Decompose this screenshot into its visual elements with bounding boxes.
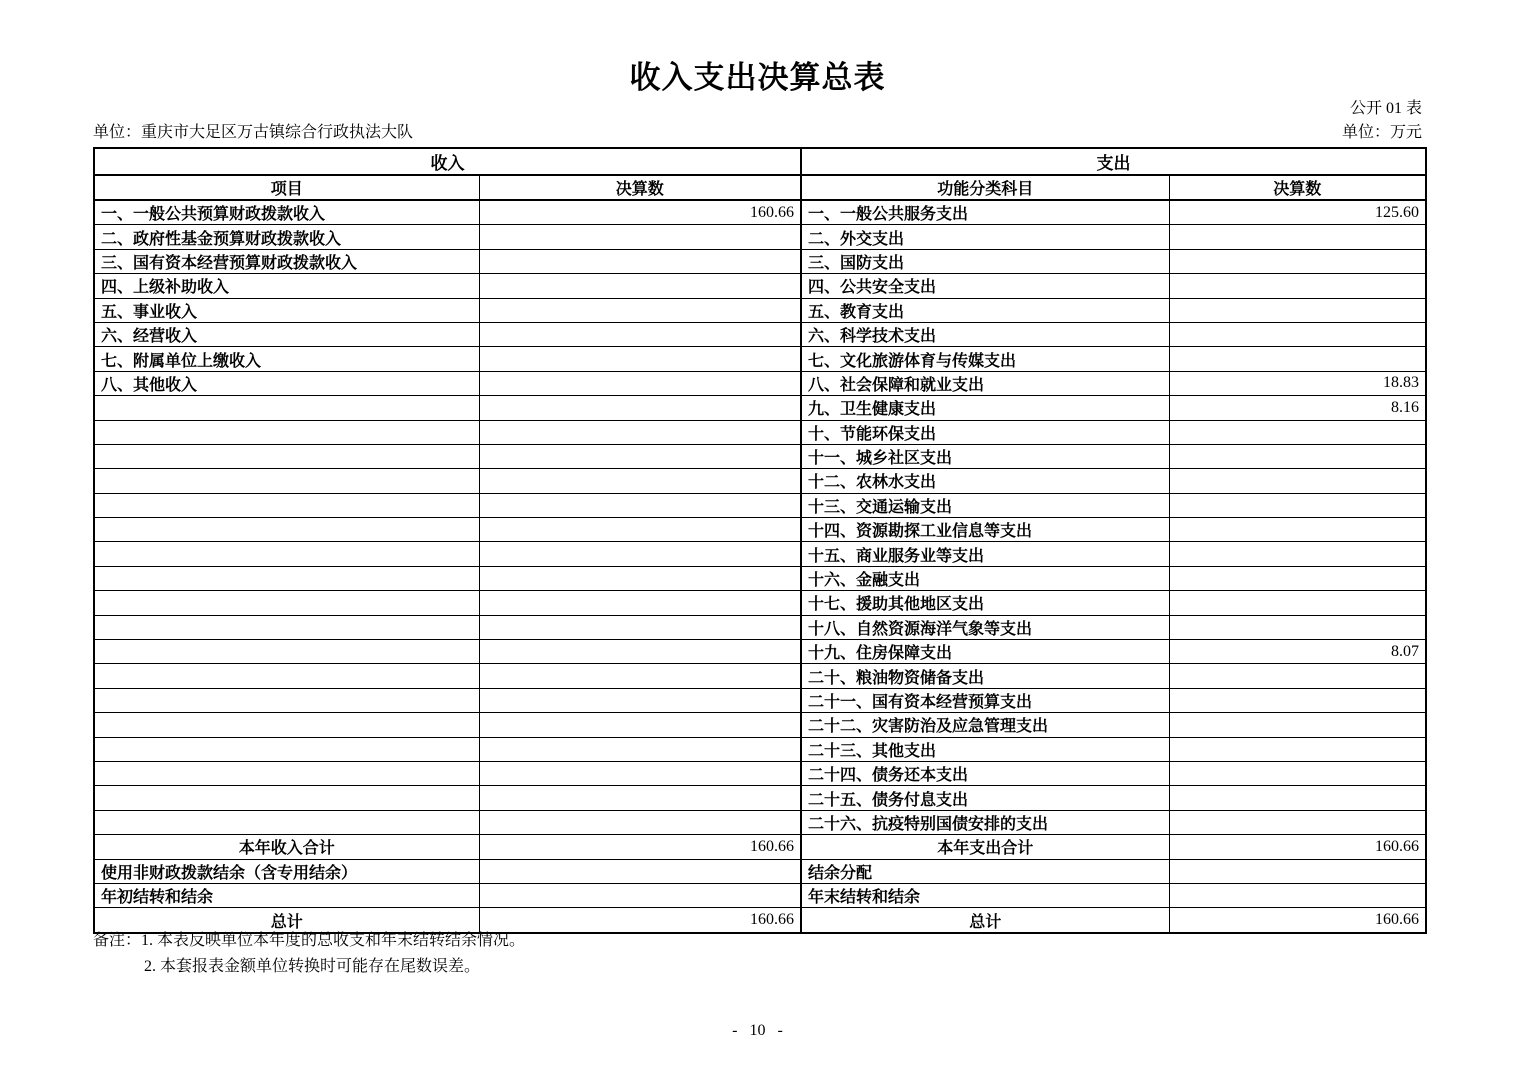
expense-item-cell: 十九、住房保障支出 <box>801 640 1169 664</box>
expense-amount-cell <box>1169 566 1426 590</box>
unit-name: 单位：重庆市大足区万古镇综合行政执法大队 <box>93 124 414 141</box>
expense-amount-cell <box>1169 420 1426 444</box>
income-item-cell <box>94 786 479 810</box>
income-amount-cell <box>479 688 801 712</box>
note-text-1: 1. 本表反映单位本年度的总收支和年末结转结余情况。 <box>141 932 526 949</box>
expense-item-cell: 十八、自然资源海洋气象等支出 <box>801 615 1169 639</box>
section-header-row <box>94 148 1426 175</box>
income-item-cell <box>94 737 479 761</box>
table-row <box>94 396 1426 420</box>
income-amount-cell <box>479 737 801 761</box>
income-item-cell <box>94 420 479 444</box>
expense-item-cell: 八、社会保障和就业支出 <box>801 371 1169 395</box>
expense-amount-cell <box>1169 518 1426 542</box>
function-column-header: 功能分类科目 <box>801 175 1169 200</box>
table-row <box>94 518 1426 542</box>
expense-item-cell: 二十四、债务还本支出 <box>801 761 1169 785</box>
income-item-cell <box>94 469 479 493</box>
income-amount-cell <box>479 591 801 615</box>
table-row <box>94 444 1426 468</box>
amount2-column-header: 决算数 <box>1169 175 1426 200</box>
expense-amount-cell <box>1169 713 1426 737</box>
expense-amount-cell <box>1169 298 1426 322</box>
income-item-cell <box>94 664 479 688</box>
income-item-cell: 三、国有资本经营预算财政拨款收入 <box>94 249 479 273</box>
income-item-cell <box>94 518 479 542</box>
expense-item-cell: 十三、交通运输支出 <box>801 493 1169 517</box>
expense-item-cell: 十六、金融支出 <box>801 566 1169 590</box>
income-item-cell <box>94 761 479 785</box>
table-row <box>94 786 1426 810</box>
expense-item-cell: 五、教育支出 <box>801 298 1169 322</box>
expense-amount-cell <box>1169 615 1426 639</box>
note-line-2 <box>93 954 525 980</box>
income-amount-cell <box>479 566 801 590</box>
income-amount-cell <box>479 883 801 907</box>
expense-amount-cell: 18.83 <box>1169 371 1426 395</box>
table-row <box>94 371 1426 395</box>
table-row <box>94 615 1426 639</box>
amount-column-header: 决算数 <box>479 175 801 200</box>
page-number: - 10 - <box>732 1022 783 1039</box>
budget-summary-table <box>93 147 1427 934</box>
expense-item-cell: 六、科学技术支出 <box>801 322 1169 346</box>
income-amount-cell <box>479 322 801 346</box>
expense-item-cell: 十一、城乡社区支出 <box>801 444 1169 468</box>
expense-amount-cell <box>1169 737 1426 761</box>
expense-amount-cell <box>1169 591 1426 615</box>
income-amount-cell <box>479 396 801 420</box>
expense-amount-cell <box>1169 883 1426 907</box>
income-amount-cell <box>479 761 801 785</box>
expense-amount-cell: 125.60 <box>1169 200 1426 225</box>
notes <box>93 928 525 980</box>
table-row <box>94 225 1426 249</box>
income-item-cell <box>94 713 479 737</box>
income-amount-cell <box>479 713 801 737</box>
expense-item-cell: 一、一般公共服务支出 <box>801 200 1169 225</box>
income-item-cell: 六、经营收入 <box>94 322 479 346</box>
income-item-cell: 本年收入合计 <box>94 835 479 859</box>
notes-label: 备注： <box>93 932 142 949</box>
income-amount-cell <box>479 225 801 249</box>
income-item-cell: 四、上级补助收入 <box>94 274 479 298</box>
expense-amount-cell <box>1169 688 1426 712</box>
expense-amount-cell: 160.66 <box>1169 908 1426 933</box>
expense-item-cell: 总计 <box>801 908 1169 933</box>
income-item-cell: 使用非财政拨款结余（含专用结余） <box>94 859 479 883</box>
expense-amount-cell <box>1169 347 1426 371</box>
expense-amount-cell <box>1169 786 1426 810</box>
table-row <box>94 322 1426 346</box>
income-section-header: 收入 <box>94 148 801 175</box>
income-item-cell <box>94 396 479 420</box>
income-amount-cell <box>479 274 801 298</box>
income-amount-cell <box>479 371 801 395</box>
expense-amount-cell <box>1169 542 1426 566</box>
table-row <box>94 200 1426 225</box>
income-item-cell <box>94 542 479 566</box>
expense-item-cell: 二、外交支出 <box>801 225 1169 249</box>
expense-item-cell: 十二、农林水支出 <box>801 469 1169 493</box>
expense-item-cell: 二十一、国有资本经营预算支出 <box>801 688 1169 712</box>
table-row <box>94 883 1426 907</box>
expense-amount-cell <box>1169 225 1426 249</box>
expense-item-cell: 二十六、抗疫特别国债安排的支出 <box>801 810 1169 834</box>
income-amount-cell <box>479 347 801 371</box>
income-item-cell <box>94 615 479 639</box>
expense-section-header: 支出 <box>801 148 1426 175</box>
expense-amount-cell <box>1169 761 1426 785</box>
income-item-cell: 二、政府性基金预算财政拨款收入 <box>94 225 479 249</box>
income-item-cell <box>94 591 479 615</box>
table-row <box>94 591 1426 615</box>
income-item-cell <box>94 688 479 712</box>
expense-item-cell: 九、卫生健康支出 <box>801 396 1169 420</box>
income-amount-cell <box>479 298 801 322</box>
income-amount-cell <box>479 859 801 883</box>
income-item-cell: 年初结转和结余 <box>94 883 479 907</box>
expense-amount-cell <box>1169 469 1426 493</box>
income-item-cell <box>94 566 479 590</box>
expense-item-cell: 结余分配 <box>801 859 1169 883</box>
expense-item-cell: 年末结转和结余 <box>801 883 1169 907</box>
expense-item-cell: 二十五、债务付息支出 <box>801 786 1169 810</box>
note-line-1 <box>93 928 525 954</box>
income-item-cell: 七、附属单位上缴收入 <box>94 347 479 371</box>
expense-amount-cell: 160.66 <box>1169 835 1426 859</box>
income-amount-cell <box>479 542 801 566</box>
expense-amount-cell: 8.16 <box>1169 396 1426 420</box>
expense-item-cell: 二十三、其他支出 <box>801 737 1169 761</box>
expense-item-cell: 本年支出合计 <box>801 835 1169 859</box>
table-row <box>94 664 1426 688</box>
expense-amount-cell <box>1169 249 1426 273</box>
expense-item-cell: 十五、商业服务业等支出 <box>801 542 1169 566</box>
table-row <box>94 298 1426 322</box>
table-row <box>94 347 1426 371</box>
note-text-2: 2. 本套报表金额单位转换时可能存在尾数误差。 <box>144 958 481 975</box>
expense-amount-cell <box>1169 664 1426 688</box>
income-amount-cell <box>479 420 801 444</box>
expense-item-cell: 十七、援助其他地区支出 <box>801 591 1169 615</box>
income-amount-cell <box>479 615 801 639</box>
expense-amount-cell <box>1169 322 1426 346</box>
income-amount-cell <box>479 518 801 542</box>
income-amount-cell <box>479 493 801 517</box>
table-row <box>94 835 1426 859</box>
income-item-cell: 五、事业收入 <box>94 298 479 322</box>
sheet-label: 公开 01 表 <box>1349 100 1422 117</box>
income-item-cell <box>94 493 479 517</box>
table-row <box>94 713 1426 737</box>
income-amount-cell <box>479 444 801 468</box>
expense-amount-cell <box>1169 444 1426 468</box>
income-item-cell <box>94 640 479 664</box>
expense-item-cell: 十四、资源勘探工业信息等支出 <box>801 518 1169 542</box>
income-item-cell: 八、其他收入 <box>94 371 479 395</box>
income-amount-cell <box>479 664 801 688</box>
income-item-cell: 一、一般公共预算财政拨款收入 <box>94 200 479 225</box>
expense-item-cell: 二十二、灾害防治及应急管理支出 <box>801 713 1169 737</box>
income-item-cell: 总计 <box>94 908 479 933</box>
expense-item-cell: 四、公共安全支出 <box>801 274 1169 298</box>
income-amount-cell <box>479 786 801 810</box>
table-row <box>94 542 1426 566</box>
income-amount-cell: 160.66 <box>479 835 801 859</box>
table-row <box>94 493 1426 517</box>
table-row <box>94 761 1426 785</box>
expense-amount-cell <box>1169 859 1426 883</box>
expense-amount-cell <box>1169 810 1426 834</box>
table-row <box>94 859 1426 883</box>
column-header-row <box>94 175 1426 200</box>
expense-amount-cell <box>1169 274 1426 298</box>
income-amount-cell: 160.66 <box>479 908 801 933</box>
income-amount-cell <box>479 640 801 664</box>
income-amount-cell <box>479 469 801 493</box>
expense-item-cell: 七、文化旅游体育与传媒支出 <box>801 347 1169 371</box>
table-row <box>94 469 1426 493</box>
income-amount-cell <box>479 810 801 834</box>
table-row <box>94 566 1426 590</box>
expense-item-cell: 十、节能环保支出 <box>801 420 1169 444</box>
expense-amount-cell: 8.07 <box>1169 640 1426 664</box>
income-item-cell <box>94 810 479 834</box>
table-row <box>94 420 1426 444</box>
table-row <box>94 249 1426 273</box>
expense-amount-cell <box>1169 493 1426 517</box>
table-row <box>94 274 1426 298</box>
table-row <box>94 810 1426 834</box>
item-column-header: 项目 <box>94 175 479 200</box>
expense-item-cell: 二十、粮油物资储备支出 <box>801 664 1169 688</box>
income-item-cell <box>94 444 479 468</box>
table-row <box>94 737 1426 761</box>
income-amount-cell: 160.66 <box>479 200 801 225</box>
page-title: 收入支出决算总表 <box>629 60 886 95</box>
unit-currency: 单位：万元 <box>1341 124 1422 141</box>
table-row <box>94 640 1426 664</box>
expense-item-cell: 三、国防支出 <box>801 249 1169 273</box>
table-row <box>94 688 1426 712</box>
income-amount-cell <box>479 249 801 273</box>
